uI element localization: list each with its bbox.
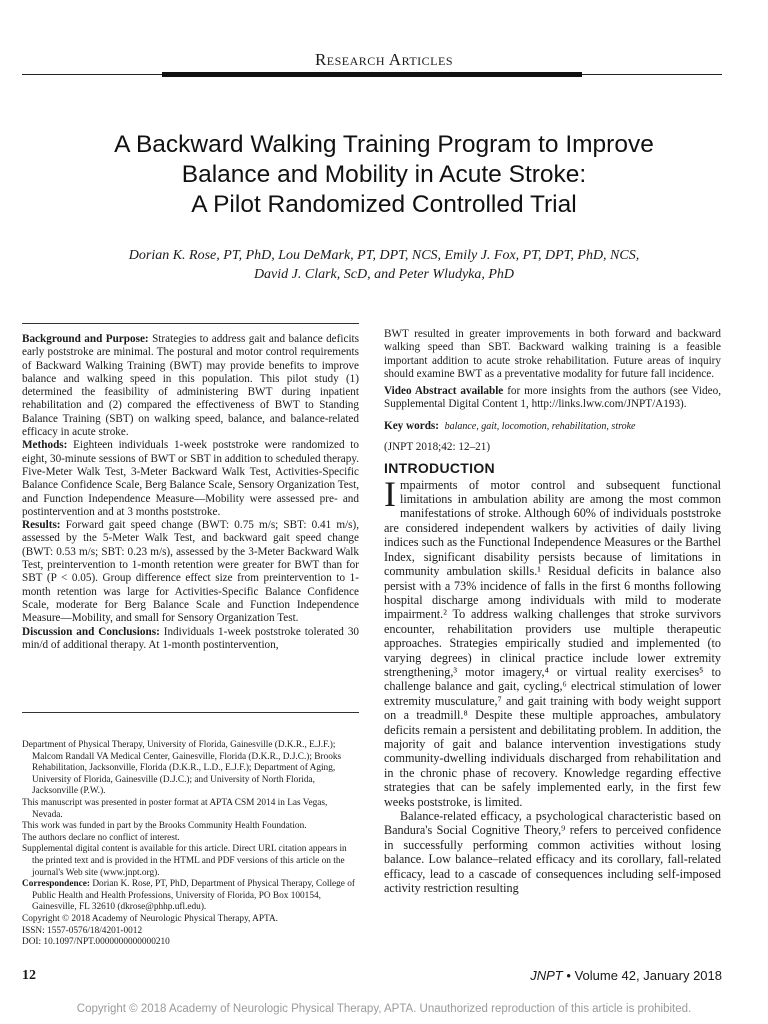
footnote-correspondence [22, 879, 359, 914]
introduction-paragraph [384, 473, 721, 809]
title-line: Balance and Mobility in Acute Stroke: [181, 161, 587, 188]
header-rule-thick [162, 72, 582, 77]
introduction-text: mpairments of motor control and subsequent functional limitations in ambulation ability are among the most common manifestations of stroke. Although 60% of individuals poststroke are considered independent walkers by activities of daily living indices such as the Functional Independence Measures or the Barthel Index, significant disability persists because of limitations in community ambulation skills.¹ Residual deficits in balance also persist with a 73% incidence of falls in the first 6 months following hospital discharge among individuals with mild to moderate impairment.² To address walking challenges that stroke survivors encounter, rehabilitation providers use multiple therapeutic approaches. Strategies empirically studied and implemented (to varying degrees) in clinical practice include lower extremity strengthening,³ motor imagery,⁴ or virtual reality exercises⁵ to challenge balance and gait, cycling,⁶ electrical stimulation of lower extremity musculature,⁷ and gait training with body weight support on a treadmill.⁸ Despite these multiple approaches, ambulatory deficits remain a persistent and debilitating problem. In addition, the majority of gait and balance intervention investigations study community-dwelling individuals discharged from rehabilitation and in the chronic phase of recovery. Knowledge regarding effective strategies that can be safely implemented early, in the first few weeks poststroke, is limited. [384, 477, 721, 809]
abstract-left-column [22, 333, 359, 652]
introduction-heading: INTRODUCTION [384, 460, 495, 477]
right-column [384, 328, 721, 895]
journal-citation: (JNPT 2018;42: 12–21) [384, 441, 491, 454]
abstract-results [22, 519, 359, 625]
dropcap: I [384, 473, 396, 514]
abstract-discussion-continued: BWT resulted in greater improvements in both forward and backward walking speed than SBT. Backward walking training is a feasible important addition to acute stroke rehabilitation. Future areas of inquiry should examine BWT as a preventative modality for future fall incidence. [384, 328, 721, 380]
abstract-text: Individuals 1-week poststroke tolerated 30 min/d of additional therapy. At 1-month postintervention, [22, 625, 360, 651]
footnote-supplemental: Supplemental digital content is available for this article. Direct URL citation appears in the printed text and is provided in the HTML and PDF versions of this article on the journal's Web site (www.jnpt.org). [22, 844, 347, 878]
running-footer [420, 968, 722, 983]
keywords [384, 420, 721, 433]
footnotes [22, 740, 359, 949]
correspondence-label: Correspondence: [22, 879, 90, 890]
abstract-top-rule [22, 323, 359, 324]
video-abstract-heading: Video Abstract available [384, 385, 504, 398]
abstract-heading: Background and Purpose: [22, 333, 149, 345]
abstract-background [22, 333, 359, 439]
abstract-text: Forward gait speed change (BWT: 0.75 m/s; SBT: 0.41 m/s), assessed by the 5-Meter Walk Test, and backward gait speed change (BWT: 0.53 m/s; SBT: 0.23 m/s), assessed by the 3-Meter Backward Walk Test, preintervention to 1-month retention were greater for BWT than for SBT (P < 0.05). Group difference effect size from preintervention to 1-month retention was large for Activities-Specific Balance Confidence Scale, moderate for Berg Balance Scale and Function Independence Measure—Mobility, and small for Sensory Organization Test. [22, 519, 359, 625]
footnote-doi: DOI: 10.1097/NPT.0000000000000210 [22, 937, 170, 948]
footnote-conflict: The authors declare no conflict of interest. [22, 832, 180, 843]
title-line: A Backward Walking Training Program to Improve [114, 131, 654, 158]
footnote-presentation: This manuscript was presented in poster format at APTA CSM 2014 in Las Vegas, Nevada. [22, 797, 328, 820]
article-title [20, 130, 748, 220]
copyright-notice: Copyright © 2018 Academy of Neurologic Physical Therapy, APTA. Unauthorized reproduction of this article is prohibited. [76, 1003, 692, 1015]
abstract-heading: Discussion and Conclusions: [22, 625, 160, 638]
journal-name: JNPT [530, 968, 563, 983]
keywords-heading: Key words: [384, 419, 439, 432]
video-abstract-text: for more insights from the authors (see Video, Supplemental Digital Content 1, http://links.lww.com/JNPT/A193). [384, 385, 721, 411]
title-line: A Pilot Randomized Controlled Trial [191, 191, 577, 218]
author-line: David J. Clark, ScD, and Peter Wludyka, PhD [253, 267, 515, 282]
section-label: Research Articles [314, 50, 454, 69]
author-list [20, 246, 748, 284]
footnote-funding: This work was funded in part by the Brooks Community Health Foundation. [22, 821, 307, 832]
journal-volume: Volume 42, January 2018 [574, 968, 722, 983]
video-abstract [384, 385, 721, 412]
footnote-copyright: Copyright © 2018 Academy of Neurologic Physical Therapy, APTA. [22, 913, 279, 924]
footer-bullet: • [566, 968, 571, 983]
page-number: 12 [22, 968, 36, 983]
footnote-issn: ISSN: 1557-0576/18/4201-0012 [22, 925, 143, 936]
correspondence-text: Dorian K. Rose, PT, PhD, Department of Physical Therapy, College of Public Health and Health Professions, University of Florida, PO Box 100154, Gainesville, FL 32610 (dkrose@phhp.ufl.edu). [32, 879, 356, 913]
footnote-rule [22, 712, 359, 713]
introduction-paragraph: Balance-related efficacy, a psychological characteristic based on Bandura's Social Cognitive Theory,⁹ refers to perceived confidence in successfully performing common activities without losing balance. Low balance–related efficacy and its corollary, fall-related efficacy, lead to a cascade of consequences including self-imposed activity restriction resulting [384, 809, 721, 896]
abstract-heading: Methods: [22, 439, 68, 452]
abstract-discussion [22, 626, 359, 653]
keywords-text: balance, gait, locomotion, rehabilitation, stroke [444, 420, 636, 432]
abstract-text: Strategies to address gait and balance deficits early poststroke are minimal. The postural and motor control requirements of Backward Walking Training (BWT) may provide benefits to improve balance and walking speed in this population. This pilot study (1) determined the feasibility of administering BWT during inpatient rehabilitation and (2) compared the effectiveness of BWT to Standing Balance Training (SBT) on walking speed, balance, and balance-related efficacy in acute stroke. [22, 333, 360, 439]
abstract-heading: Results: [22, 519, 61, 532]
abstract-methods [22, 439, 359, 519]
author-line: Dorian K. Rose, PT, PhD, Lou DeMark, PT, DPT, NCS, Emily J. Fox, PT, DPT, PhD, NCS, [128, 248, 640, 263]
abstract-text: Eighteen individuals 1-week poststroke were randomized to eight, 30-minute sessions of BWT or SBT in addition to scheduled therapy. Five-Meter Walk Test, 3-Meter Backward Walk Test, Activities-Specific Balance Confidence Scale, Berg Balance Scale, Sensory Organization Test, and Function Independence Measure—Mobility were assessed pre- and postintervention and at 3 months poststroke. [22, 439, 359, 518]
footnote-affiliations: Department of Physical Therapy, University of Florida, Gainesville (D.K.R., E.J.F.); Malcom Randall VA Medical Center, Gainesville, Florida (D.K.R., D.J.C.); Brooks Rehabilitation, Jacksonville, Florida (D.K.R., L.D., E.J.F.); Department of Aging, University of Florida, Gainesville (D.J.C.); and University of North Florida, Jacksonville (P.W.). [22, 740, 342, 797]
